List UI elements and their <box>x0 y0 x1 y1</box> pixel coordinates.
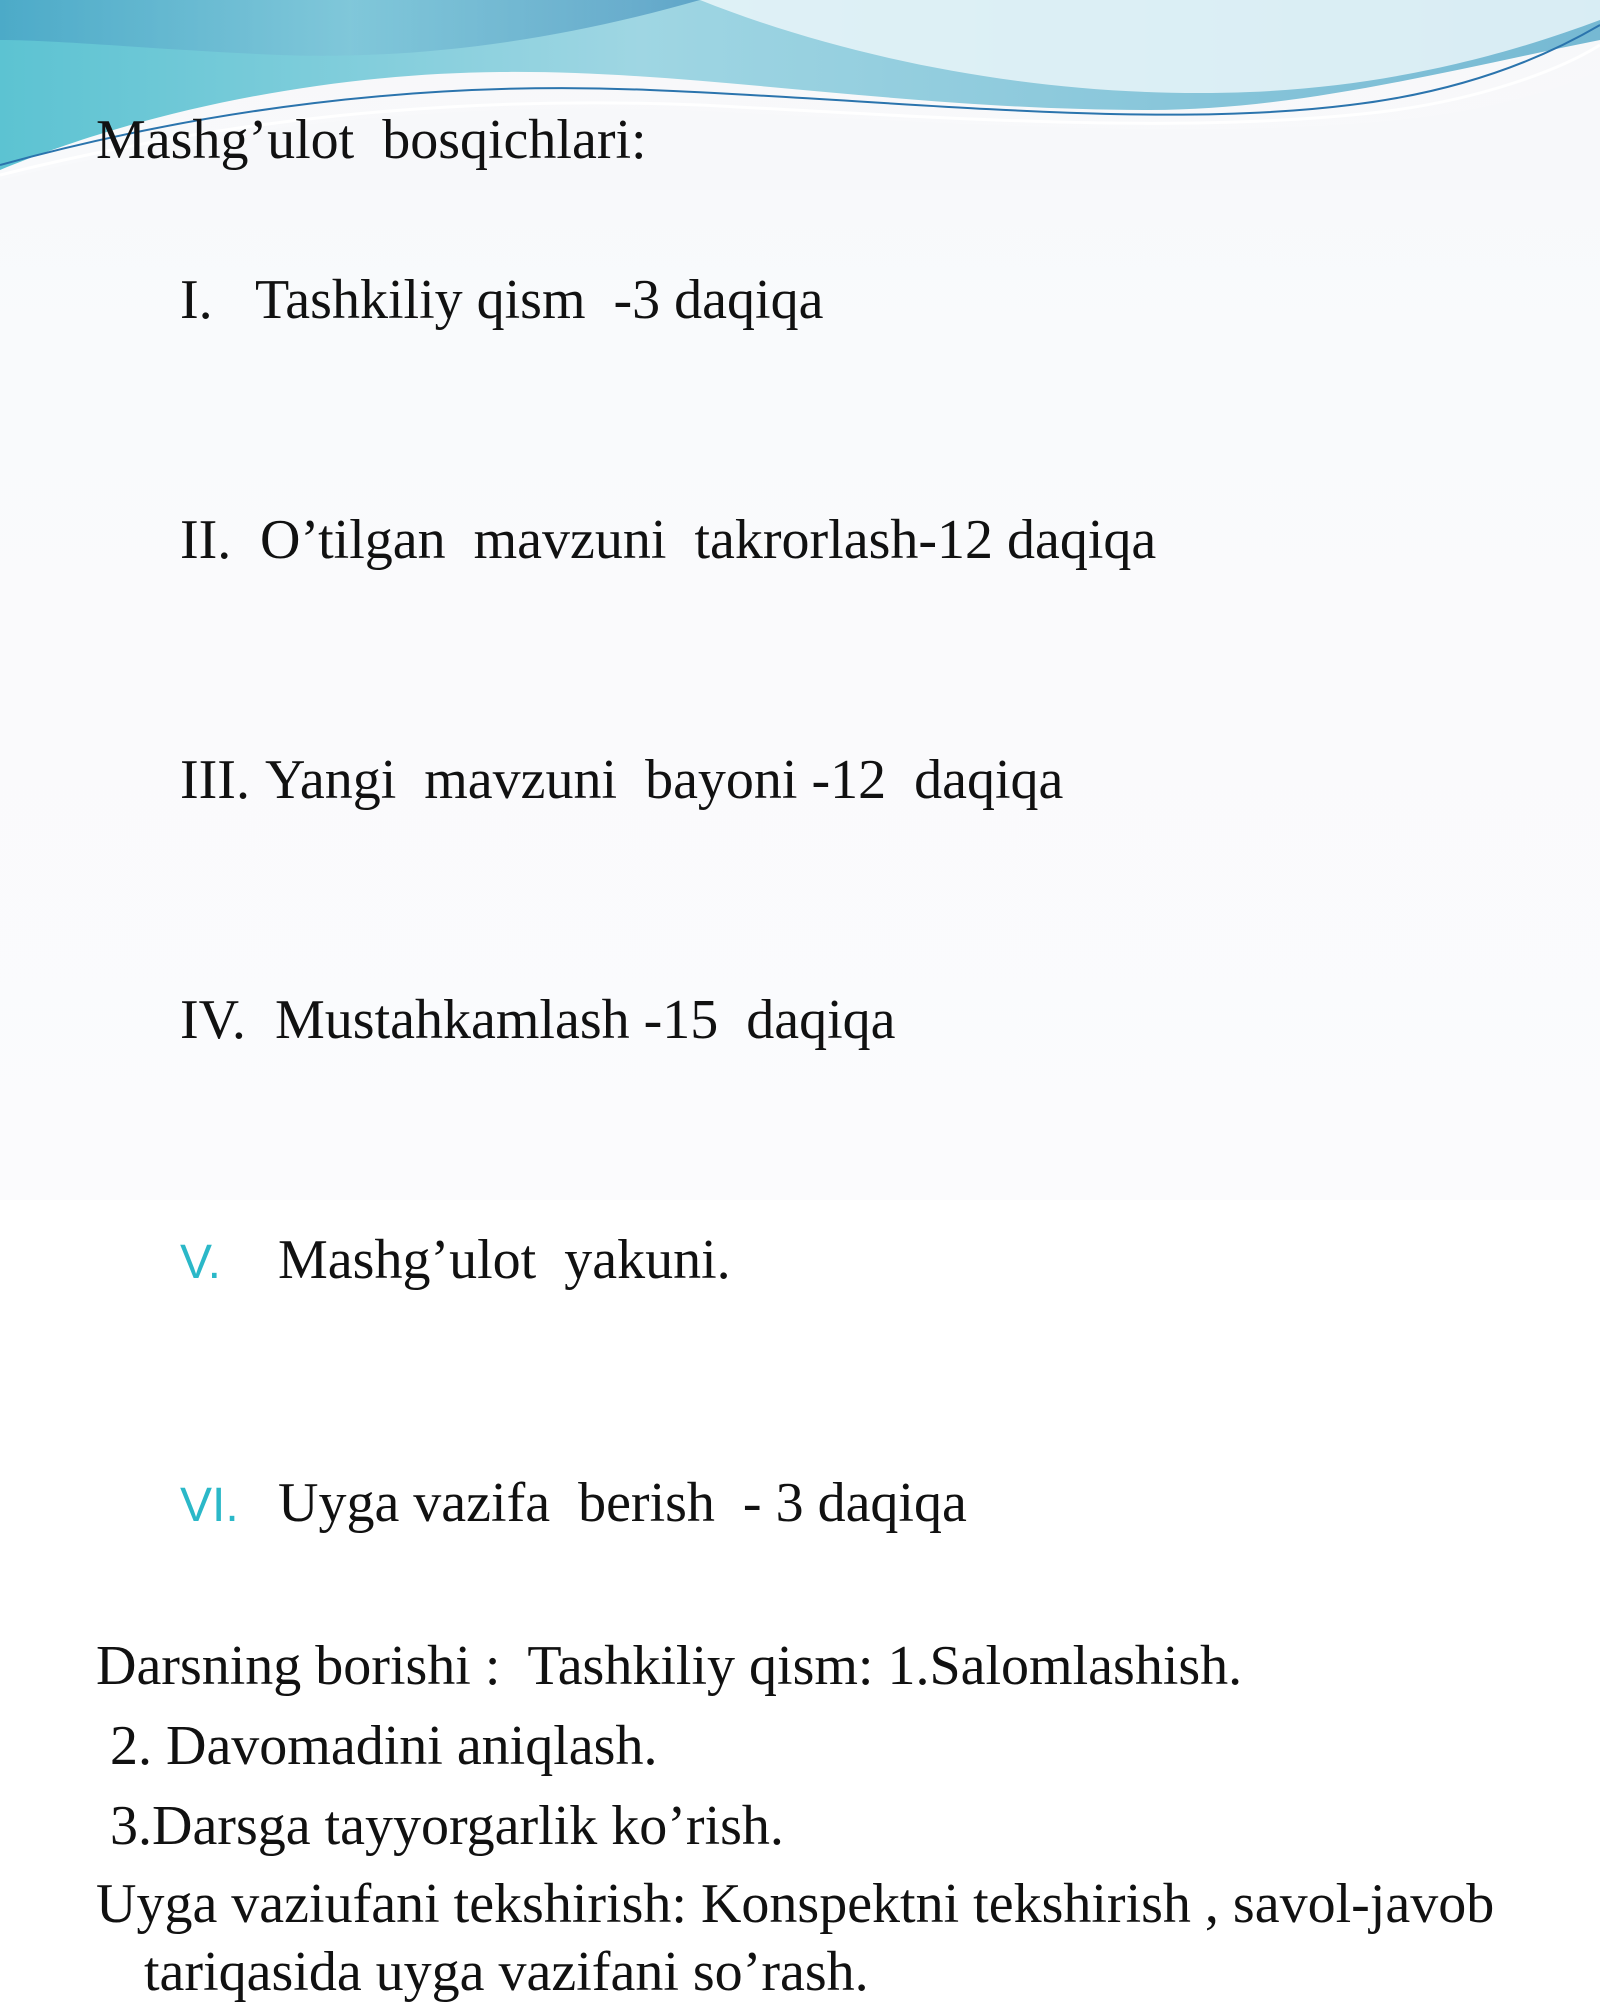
stage-item <box>96 900 1536 1140</box>
stage-number: I. <box>180 269 213 331</box>
stage-text: O’tilgan mavzuni takrorlash-12 daqiqa <box>260 509 1157 571</box>
stage-number: V. <box>180 1236 221 1289</box>
stage-item <box>96 1383 1536 1626</box>
stage-item <box>96 420 1536 660</box>
slide-content <box>96 100 1536 2006</box>
stage-text: Yangi mavzuni bayoni -12 daqiqa <box>265 749 1064 811</box>
stage-text: Mashg’ulot yakuni. <box>278 1229 731 1291</box>
lesson-step-2: 2. Davomadini aniqlash. <box>96 1715 658 1777</box>
stage-item <box>96 660 1536 900</box>
lesson-progress-line: Darsning borishi : Tashkiliy qism: 1.Salomlashish. <box>96 1635 1243 1697</box>
stage-text: Mustahkamlash -15 daqiqa <box>275 989 896 1051</box>
homework-check-text: Uyga vaziufani tekshirish: Konspektni tekshirish , savol-javob tariqasida uyga vazifani so’rash. <box>96 1873 1495 2003</box>
stage-text: Uyga vazifa berish - 3 daqiqa <box>278 1472 967 1534</box>
slide-heading: Mashg’ulot bosqichlari: <box>96 109 647 171</box>
stage-item <box>96 180 1536 420</box>
stage-number: IV. <box>180 989 246 1051</box>
stage-number: VI. <box>180 1479 239 1532</box>
lesson-step-3: 3.Darsga tayyorgarlik ko’rish. <box>96 1795 784 1857</box>
stage-item <box>96 1140 1536 1383</box>
stage-number: II. <box>180 509 232 571</box>
stage-text: Tashkiliy qism -3 daqiqa <box>255 269 824 331</box>
stage-number: III. <box>180 749 250 811</box>
